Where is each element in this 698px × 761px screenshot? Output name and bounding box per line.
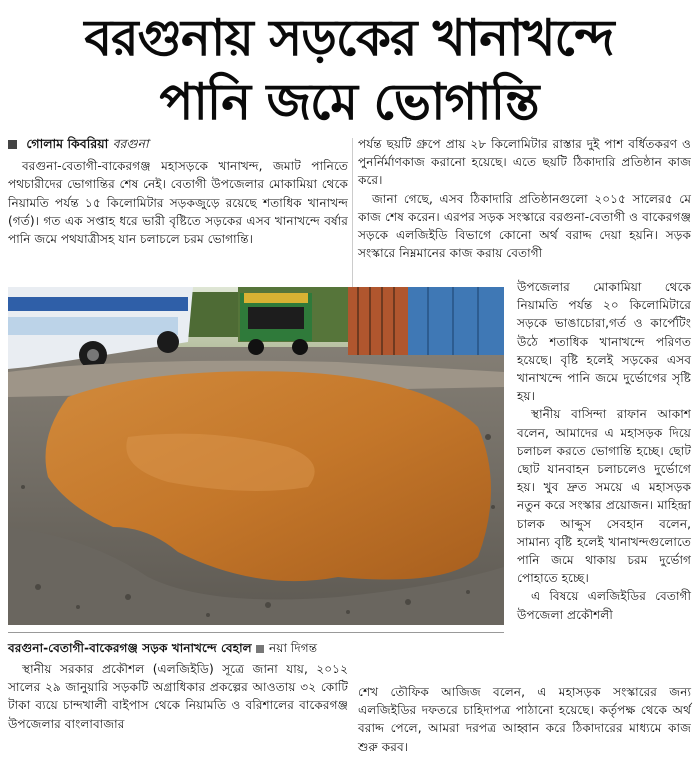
paragraph: উপজেলার মোকামিয়া থেকে নিয়ামতি পর্যন্ত ২০ কিলোমিটারে সড়কে ভাঙাচোরা,গর্ত ও কার্পেটিং উঠে শতাধিক খানাখন্দে পরিণত হয়েছে। বৃষ্টি হলেই সড়কের এসব খানাখন্দে পানি জমে দুর্ভোগের সৃষ্টি হয়। [517,280,691,404]
paragraph: জানা গেছে, এসব ঠিকাদারি প্রতিষ্ঠানগুলো ২০১৫ সালের৫ মে কাজ শেষ করেন। এরপর সড়ক সংস্কারে বরগুনা-বেতাগী ও বাকেরগঞ্জ সড়কে এলজিইডি বিভাগে কোনো অর্থ বরাদ্দ দেয়া হয়নি। সড়ক সংস্কারে নিম্নমানের কাজ করায় বেতাগী [358,191,691,261]
paragraph: শেখ তৌফিক আজিজ বলেন, এ মহাসড়ক সংস্কারের জন্য এলজিইডির দফতরে চাহিদাপত্র পাঠানো হয়েছে। কর্তৃপক্ষ থেকে অর্থ বরাদ্দ পেলে, আমরা দরপত্র আহ্বান করে ঠিকাদারের মাধ্যমে কাজ শুরু করব। [358,685,691,754]
paragraph: এ বিষয়ে এলজিইডির বেতাগী উপজেলা প্রকৌশলী [517,589,691,622]
paragraph: পর্যন্ত ছয়টি গ্রুপে প্রায় ২৮ কিলোমিটার রাস্তার দুই পাশ বর্ধিতকরণ ও পুনর্নির্মাণকাজ করানো হয়েছে। এতে ছয়টি ঠিকাদারি প্রতিষ্ঠান কাজ করে। [358,137,691,188]
caption-credit: নয়া দিগন্ত [268,641,318,655]
square-bullet-icon [256,645,264,653]
paragraph: স্থানীয় বাসিন্দা রাফান আকাশ বলেন, আমাদের এ মহাসড়ক দিয়ে চলাচল করতে ভোগান্তি হচ্ছে। ছোট ছোট যানবাহন চলাচলেও দুর্ভোগে হয়। খুব দ্রুত সময়ে এ মহাসড়ক নতুন করে সংস্কার প্রয়োজন। মাহিন্দ্রা চালক আব্দুস সেবহান বলেন, সামান্য বৃষ্টি হলেই খানাখন্দগুলোতে পানি জমে থাকায় চরম দুর্ভোগ পোহাতে হচ্ছে। [517,407,691,586]
paragraph: স্থানীয় সরকার প্রকৌশল (এলজিইডি) সূত্রে জানা যায়, ২০১২ সালের ২৯ জানুয়ারি সড়কটি অগ্রাধিকার প্রকল্পের আওতায় ৩২ কোটি টাকা ব্যয়ে চান্দখালী বাইপাস থেকে নিয়ামতি ও বরিশালের বাকেরগঞ্জ উপজেলার বাংলাবাজার [8,662,348,731]
byline-place: বরগুনা [112,136,149,151]
byline [8,135,348,153]
article-column-left-bottom [8,660,348,733]
headline-line-2: পানি জমে ভোগান্তি [159,73,539,131]
article-column-left-top [8,135,348,248]
caption-text: বরগুনা-বেতাগী-বাকেরগঞ্জ সড়ক খানাখন্দে বেহাল [8,641,252,655]
byline-author: গোলাম কিবরিয়া [26,136,109,151]
caption-rule [8,632,504,633]
square-bullet-icon [8,140,17,149]
article-column-right-bottom [358,683,691,756]
paragraph: বরগুনা-বেতাগী-বাকেরগঞ্জ মহাসড়কে খানাখন্দ, জমাট পানিতে পথচারীদের ভোগান্তির শেষ নেই। বেতাগী উপজেলার মোকামিয়া থেকে নিয়ামতি পর্যন্ত ১৫ কিলোমিটার সড়কজুড়ে রয়েছে শতাধিক খানাখন্দ (গর্ত)। গত এক সপ্তাহ ধরে ভারী বৃষ্টিতে সড়কের এসব খানাখন্দে বর্ষার পানি জমে পথযাত্রীসহ যান চলাচলে চরম ভোগান্তি। [8,159,348,247]
flooded-road-photo [8,287,504,625]
article-column-right-narrow [517,278,691,624]
photo-caption [8,640,508,660]
column-divider [352,138,353,288]
headline-line-1: বরগুনায় সড়কের খানাখন্দে [84,9,614,67]
article-column-right-top [358,135,691,262]
news-photo [8,287,504,625]
